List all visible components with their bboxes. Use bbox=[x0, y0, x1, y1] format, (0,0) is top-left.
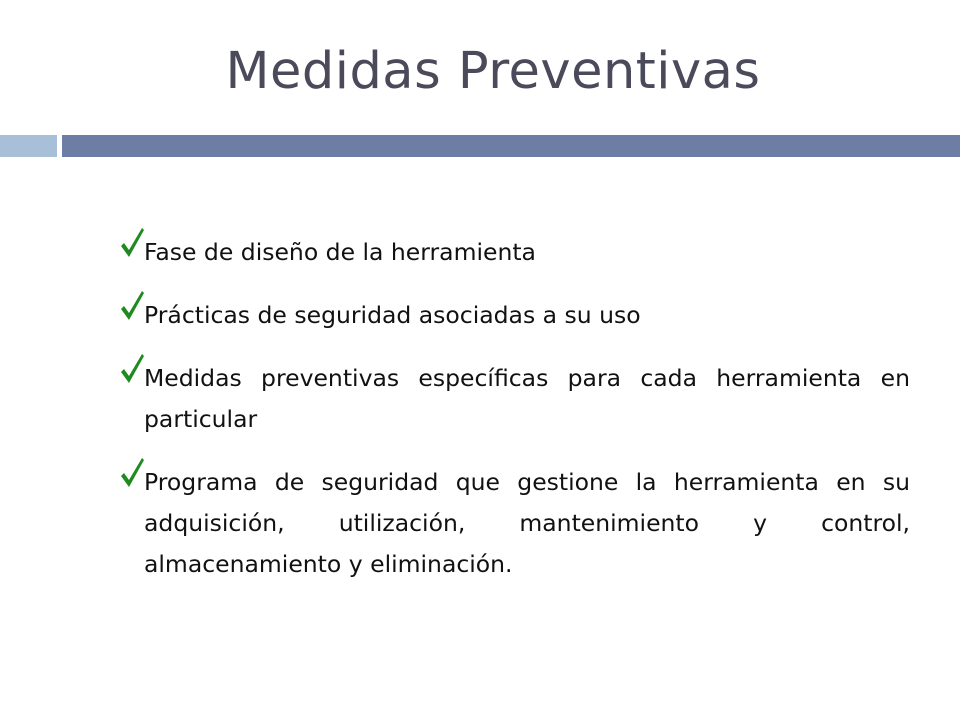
bullet-item bbox=[118, 358, 910, 440]
bullet-text: Fase de diseño de la herramienta bbox=[144, 238, 536, 266]
bullet-text: Prácticas de seguridad asociadas a su uso bbox=[144, 301, 641, 329]
bullet-text: Programa de seguridad que gestione la herramienta en su adquisición, utilización, mantenimiento y control, almacenamiento y eliminación. bbox=[144, 468, 910, 578]
bullet-item bbox=[118, 462, 910, 585]
title-accent-bar-dark bbox=[62, 135, 960, 157]
bullet-item bbox=[118, 295, 910, 336]
checkmark-icon bbox=[118, 352, 146, 386]
slide-title: Medidas Preventivas bbox=[225, 42, 761, 101]
bullet-text: Medidas preventivas específicas para cada herramienta en particular bbox=[144, 364, 910, 433]
title-accent-bar-light bbox=[0, 135, 57, 157]
checkmark-icon bbox=[118, 226, 146, 260]
checkmark-icon bbox=[118, 456, 146, 490]
checkmark-icon bbox=[118, 289, 146, 323]
bullet-item bbox=[118, 232, 910, 273]
bullet-list bbox=[118, 232, 910, 607]
